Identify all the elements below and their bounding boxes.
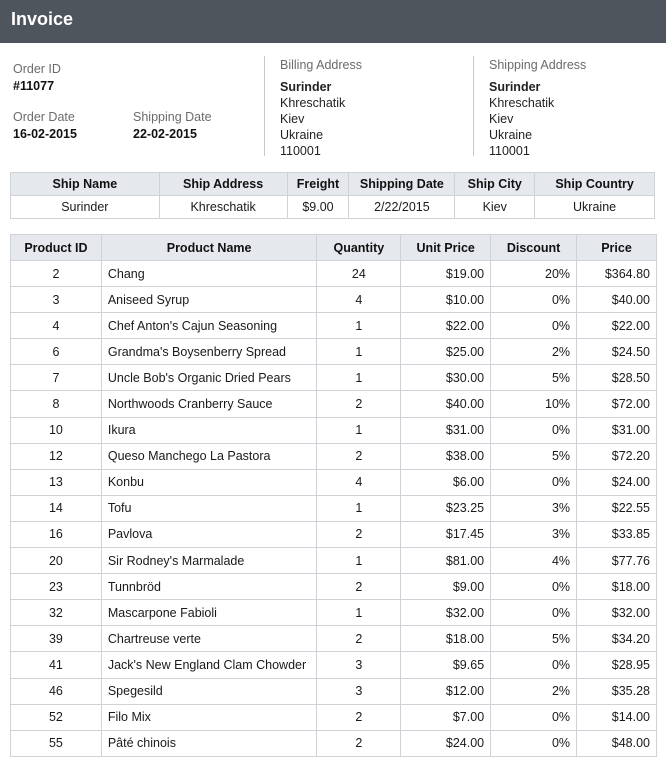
unit-price-cell: $9.65 xyxy=(401,652,491,678)
column-header[interactable]: Ship Address xyxy=(159,173,287,196)
price-cell: $77.76 xyxy=(577,548,657,574)
price-cell: $48.00 xyxy=(577,730,657,756)
billing-country: Ukraine xyxy=(280,128,324,142)
billing-city: Kiev xyxy=(280,112,305,126)
unit-price-cell: $10.00 xyxy=(401,287,491,313)
products-table xyxy=(10,234,657,757)
shipping-date-cell: 2/22/2015 xyxy=(349,196,455,219)
product-id-cell: 41 xyxy=(11,652,102,678)
shipping-date-block xyxy=(133,110,212,141)
quantity-cell: 1 xyxy=(317,417,401,443)
discount-cell: 4% xyxy=(491,548,577,574)
discount-cell: 0% xyxy=(491,469,577,495)
quantity-cell: 2 xyxy=(317,626,401,652)
unit-price-cell: $24.00 xyxy=(401,730,491,756)
ship-address-cell: Khreschatik xyxy=(159,196,287,219)
order-date-block xyxy=(13,110,77,141)
product-name-cell: Chang xyxy=(101,261,317,287)
quantity-cell: 24 xyxy=(317,261,401,287)
discount-cell: 5% xyxy=(491,626,577,652)
billing-name: Surinder xyxy=(280,80,332,94)
product-id-cell: 39 xyxy=(11,626,102,652)
table-row[interactable] xyxy=(11,652,657,678)
table-row[interactable] xyxy=(11,469,657,495)
table-row[interactable] xyxy=(11,287,657,313)
quantity-cell: 4 xyxy=(317,469,401,495)
shipping-date-label: Shipping Date xyxy=(133,110,212,124)
unit-price-cell: $40.00 xyxy=(401,391,491,417)
products-body xyxy=(11,261,657,757)
product-name-cell: Jack's New England Clam Chowder xyxy=(101,652,317,678)
product-id-cell: 52 xyxy=(11,704,102,730)
product-id-cell: 12 xyxy=(11,443,102,469)
price-cell: $18.00 xyxy=(577,574,657,600)
price-cell: $22.00 xyxy=(577,313,657,339)
billing-street: Khreschatik xyxy=(280,96,346,110)
column-header[interactable]: Freight xyxy=(287,173,349,196)
quantity-cell: 3 xyxy=(317,652,401,678)
table-row[interactable] xyxy=(11,626,657,652)
table-row[interactable] xyxy=(11,417,657,443)
product-name-cell: Chartreuse verte xyxy=(101,626,317,652)
column-header[interactable]: Ship Name xyxy=(11,173,160,196)
product-name-cell: Ikura xyxy=(101,417,317,443)
unit-price-cell: $32.00 xyxy=(401,600,491,626)
unit-price-cell: $25.00 xyxy=(401,339,491,365)
divider xyxy=(264,56,265,156)
price-cell: $40.00 xyxy=(577,287,657,313)
quantity-cell: 1 xyxy=(317,339,401,365)
shipping-date-value: 22-02-2015 xyxy=(133,127,197,141)
quantity-cell: 1 xyxy=(317,365,401,391)
product-id-cell: 16 xyxy=(11,521,102,547)
product-id-cell: 7 xyxy=(11,365,102,391)
quantity-cell: 1 xyxy=(317,548,401,574)
product-name-cell: Spegesild xyxy=(101,678,317,704)
product-name-cell: Mascarpone Fabioli xyxy=(101,600,317,626)
price-cell: $34.20 xyxy=(577,626,657,652)
product-name-cell: Aniseed Syrup xyxy=(101,287,317,313)
product-name-cell: Chef Anton's Cajun Seasoning xyxy=(101,313,317,339)
product-name-cell: Pavlova xyxy=(101,521,317,547)
product-id-cell: 13 xyxy=(11,469,102,495)
table-row[interactable] xyxy=(11,313,657,339)
price-cell: $32.00 xyxy=(577,600,657,626)
shipment-header-row xyxy=(11,173,655,196)
quantity-cell: 1 xyxy=(317,313,401,339)
product-id-cell: 10 xyxy=(11,417,102,443)
price-cell: $14.00 xyxy=(577,704,657,730)
discount-cell: 0% xyxy=(491,574,577,600)
shipping-country: Ukraine xyxy=(489,128,533,142)
page-title: Invoice xyxy=(11,9,74,29)
product-name-cell: Konbu xyxy=(101,469,317,495)
table-row[interactable] xyxy=(11,495,657,521)
price-cell: $364.80 xyxy=(577,261,657,287)
table-row[interactable] xyxy=(11,574,657,600)
quantity-cell: 3 xyxy=(317,678,401,704)
price-cell: $31.00 xyxy=(577,417,657,443)
column-header[interactable]: Ship Country xyxy=(535,173,655,196)
price-cell: $28.50 xyxy=(577,365,657,391)
product-name-cell: Tofu xyxy=(101,495,317,521)
column-header[interactable]: Product ID xyxy=(11,235,102,261)
product-id-cell: 46 xyxy=(11,678,102,704)
discount-cell: 5% xyxy=(491,365,577,391)
discount-cell: 0% xyxy=(491,652,577,678)
product-name-cell: Sir Rodney's Marmalade xyxy=(101,548,317,574)
quantity-cell: 2 xyxy=(317,443,401,469)
price-cell: $72.00 xyxy=(577,391,657,417)
unit-price-cell: $38.00 xyxy=(401,443,491,469)
shipping-zip: 110001 xyxy=(489,144,530,158)
column-header[interactable]: Product Name xyxy=(101,235,317,261)
discount-cell: 0% xyxy=(491,287,577,313)
billing-address xyxy=(280,58,362,159)
product-name-cell: Tunnbröd xyxy=(101,574,317,600)
product-id-cell: 3 xyxy=(11,287,102,313)
title-bar xyxy=(0,0,666,43)
ship-city-cell: Kiev xyxy=(455,196,535,219)
table-row[interactable] xyxy=(11,678,657,704)
shipping-city: Kiev xyxy=(489,112,514,126)
unit-price-cell: $6.00 xyxy=(401,469,491,495)
discount-cell: 10% xyxy=(491,391,577,417)
table-row[interactable] xyxy=(11,548,657,574)
price-cell: $28.95 xyxy=(577,652,657,678)
discount-cell: 2% xyxy=(491,339,577,365)
unit-price-cell: $12.00 xyxy=(401,678,491,704)
ship-country-cell: Ukraine xyxy=(535,196,655,219)
unit-price-cell: $18.00 xyxy=(401,626,491,652)
quantity-cell: 2 xyxy=(317,704,401,730)
shipping-name: Surinder xyxy=(489,80,541,94)
unit-price-cell: $22.00 xyxy=(401,313,491,339)
product-name-cell: Queso Manchego La Pastora xyxy=(101,443,317,469)
shipping-address-label: Shipping Address xyxy=(489,58,587,72)
table-row[interactable] xyxy=(11,391,657,417)
discount-cell: 5% xyxy=(491,443,577,469)
table-row[interactable] xyxy=(11,521,657,547)
order-id-block xyxy=(13,62,61,93)
product-id-cell: 32 xyxy=(11,600,102,626)
column-header[interactable]: Discount xyxy=(491,235,577,261)
quantity-cell: 2 xyxy=(317,730,401,756)
billing-zip: 110001 xyxy=(280,144,321,158)
discount-cell: 3% xyxy=(491,521,577,547)
price-cell: $33.85 xyxy=(577,521,657,547)
price-cell: $35.28 xyxy=(577,678,657,704)
price-cell: $72.20 xyxy=(577,443,657,469)
unit-price-cell: $19.00 xyxy=(401,261,491,287)
unit-price-cell: $7.00 xyxy=(401,704,491,730)
order-date-label: Order Date xyxy=(13,110,75,124)
product-name-cell: Northwoods Cranberry Sauce xyxy=(101,391,317,417)
product-id-cell: 4 xyxy=(11,313,102,339)
column-header[interactable]: Ship City xyxy=(455,173,535,196)
product-id-cell: 8 xyxy=(11,391,102,417)
table-row[interactable] xyxy=(11,704,657,730)
discount-cell: 3% xyxy=(491,495,577,521)
unit-price-cell: $81.00 xyxy=(401,548,491,574)
unit-price-cell: $17.45 xyxy=(401,521,491,547)
column-header[interactable]: Price xyxy=(577,235,657,261)
product-id-cell: 6 xyxy=(11,339,102,365)
quantity-cell: 2 xyxy=(317,521,401,547)
order-date-value: 16-02-2015 xyxy=(13,127,77,141)
price-cell: $22.55 xyxy=(577,495,657,521)
billing-address-label: Billing Address xyxy=(280,58,362,72)
product-id-cell: 55 xyxy=(11,730,102,756)
discount-cell: 0% xyxy=(491,313,577,339)
unit-price-cell: $31.00 xyxy=(401,417,491,443)
product-id-cell: 14 xyxy=(11,495,102,521)
table-row[interactable] xyxy=(11,730,657,756)
discount-cell: 2% xyxy=(491,678,577,704)
product-name-cell: Filo Mix xyxy=(101,704,317,730)
discount-cell: 0% xyxy=(491,417,577,443)
divider xyxy=(473,56,474,156)
unit-price-cell: $23.25 xyxy=(401,495,491,521)
product-id-cell: 2 xyxy=(11,261,102,287)
column-header[interactable]: Quantity xyxy=(317,235,401,261)
column-header[interactable]: Unit Price xyxy=(401,235,491,261)
quantity-cell: 1 xyxy=(317,495,401,521)
quantity-cell: 1 xyxy=(317,600,401,626)
unit-price-cell: $30.00 xyxy=(401,365,491,391)
discount-cell: 0% xyxy=(491,730,577,756)
shipping-address xyxy=(489,58,586,159)
table-row[interactable] xyxy=(11,261,657,287)
order-id-value: #11077 xyxy=(13,79,55,93)
products-header-row xyxy=(11,235,657,261)
column-header[interactable]: Shipping Date xyxy=(349,173,455,196)
product-name-cell: Uncle Bob's Organic Dried Pears xyxy=(101,365,317,391)
product-id-cell: 20 xyxy=(11,548,102,574)
table-row[interactable] xyxy=(11,339,657,365)
product-name-cell: Pâté chinois xyxy=(101,730,317,756)
discount-cell: 0% xyxy=(491,704,577,730)
table-row[interactable] xyxy=(11,600,657,626)
price-cell: $24.00 xyxy=(577,469,657,495)
price-cell: $24.50 xyxy=(577,339,657,365)
unit-price-cell: $9.00 xyxy=(401,574,491,600)
discount-cell: 20% xyxy=(491,261,577,287)
quantity-cell: 4 xyxy=(317,287,401,313)
quantity-cell: 2 xyxy=(317,574,401,600)
product-id-cell: 23 xyxy=(11,574,102,600)
order-id-label: Order ID xyxy=(13,62,61,76)
product-name-cell: Grandma's Boysenberry Spread xyxy=(101,339,317,365)
shipment-row[interactable] xyxy=(11,196,655,219)
ship-name-cell: Surinder xyxy=(11,196,160,219)
table-row[interactable] xyxy=(11,443,657,469)
table-row[interactable] xyxy=(11,365,657,391)
shipping-street: Khreschatik xyxy=(489,96,555,110)
discount-cell: 0% xyxy=(491,600,577,626)
freight-cell: $9.00 xyxy=(287,196,349,219)
quantity-cell: 2 xyxy=(317,391,401,417)
shipment-table xyxy=(10,172,655,219)
